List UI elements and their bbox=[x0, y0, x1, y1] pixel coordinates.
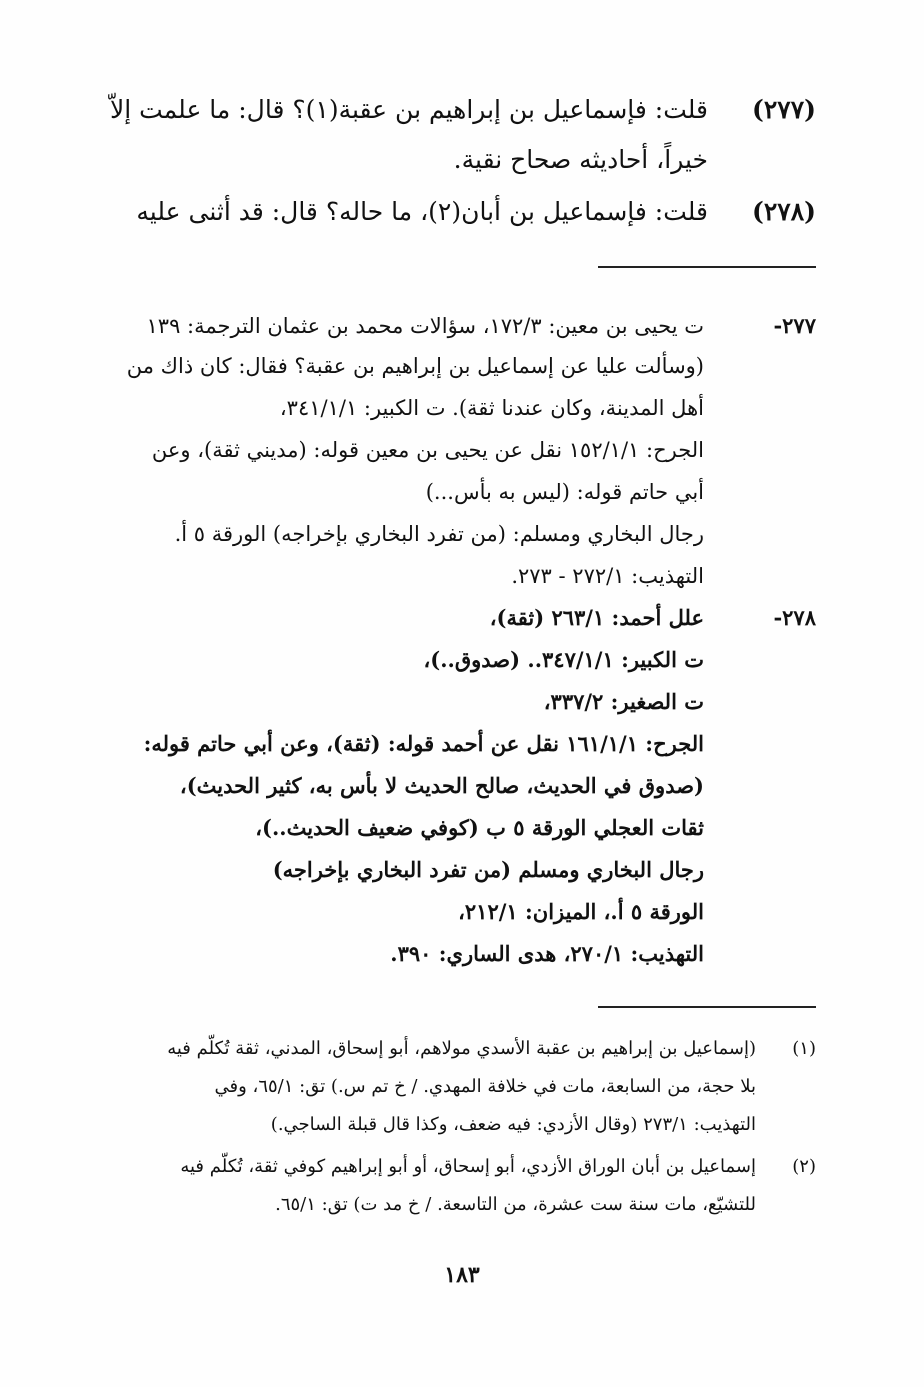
note-text-line: التهذيب: ٢٧٢/١ - ٢٧٣. bbox=[511, 564, 704, 588]
note-text-line: رجال البخاري ومسلم: (من تفرد البخاري بإخراجه) الورقة ٥ أ. bbox=[174, 522, 704, 546]
note-text-line: علل أحمد: ٢٦٣/١ (ثقة)، bbox=[489, 605, 704, 630]
entry-text-line: خيراً، أحاديثه صحاح نقية. bbox=[453, 145, 708, 174]
note-text-line: ت الصغير: ٣٣٧/٢، bbox=[543, 689, 704, 714]
note-text-line: الورقة ٥ أ.، الميزان: ٢١٢/١، bbox=[458, 899, 704, 924]
separator-rule bbox=[598, 266, 816, 268]
footnote-number: (٢) bbox=[792, 1156, 816, 1177]
note-text-line: أبي حاتم قوله: (ليس به بأس...) bbox=[425, 480, 704, 504]
note-text-line: (صدوق في الحديث، صالح الحديث لا بأس به، كثير الحديث)، bbox=[179, 773, 704, 798]
note-text-line: رجال البخاري ومسلم (من تفرد البخاري بإخراجه) bbox=[272, 857, 704, 882]
footnote-text-line: (إسماعيل بن إبراهيم بن عقبة الأسدي مولاهم، أبو إسحاق، المدني، ثقة تُكلّم فيه bbox=[167, 1038, 756, 1059]
entry-number: (٢٧٨) bbox=[752, 197, 816, 226]
note-text-line: ت يحيى بن معين: ١٧٢/٣، سؤالات محمد بن عثمان الترجمة: ١٣٩ bbox=[146, 314, 704, 338]
footnote-rule bbox=[598, 1006, 816, 1008]
footnote-text-line: إسماعيل بن أبان الوراق الأزدي، أبو إسحاق، أو أبو إبراهيم كوفي ثقة، تُكلّم فيه bbox=[180, 1156, 756, 1177]
note-text-line: (وسألت عليا عن إسماعيل بن إبراهيم بن عقبة؟ فقال: كان ذاك من bbox=[126, 354, 704, 378]
note-number: ٢٧٧- bbox=[773, 313, 816, 338]
footnote-text-line: بلا حجة، من السابعة، مات في خلافة المهدي. / خ تم س.) تق: ٦٥/١، وفي bbox=[214, 1076, 756, 1097]
note-text-line: الجرح: ١٦١/١/١ نقل عن أحمد قوله: (ثقة)، وعن أبي حاتم قوله: bbox=[143, 731, 704, 756]
note-text-line: التهذيب: ٢٧٠/١، هدى الساري: ٣٩٠. bbox=[390, 941, 704, 966]
note-text-line: ت الكبير: ٣٤٧/١/١.. (صدوق..)، bbox=[423, 647, 704, 672]
footnote-text-line: التهذيب: ٢٧٣/١ (وقال الأزدي: فيه ضعف، وكذا قال قبلة الساجي.) bbox=[270, 1114, 756, 1135]
page-number: ١٨٣ bbox=[444, 1262, 480, 1288]
entry-text-line: قلت: فإسماعيل بن أبان(٢)، ما حاله؟ قال: قد أثنى عليه bbox=[136, 197, 708, 226]
entry-text-line: قلت: فإسماعيل بن إبراهيم بن عقبة(١)؟ قال: ما علمت إلاّ bbox=[110, 95, 708, 124]
footnote-number: (١) bbox=[792, 1038, 816, 1059]
footnote-text-line: للتشيّع، مات سنة ست عشرة، من التاسعة. / خ مد ت) تق: ٦٥/١. bbox=[275, 1194, 756, 1215]
note-text-line: ثقات العجلي الورقة ٥ ب (كوفي ضعيف الحديث..)، bbox=[255, 815, 704, 840]
note-text-line: الجرح: ١٥٢/١/١ نقل عن يحيى بن معين قوله: (مديني ثقة)، وعن bbox=[151, 438, 704, 462]
entry-number: (٢٧٧) bbox=[752, 95, 816, 124]
note-number: ٢٧٨- bbox=[773, 605, 816, 630]
note-text-line: أهل المدينة، وكان عندنا ثقة). ت الكبير: ٣٤١/١/١، bbox=[279, 396, 704, 420]
